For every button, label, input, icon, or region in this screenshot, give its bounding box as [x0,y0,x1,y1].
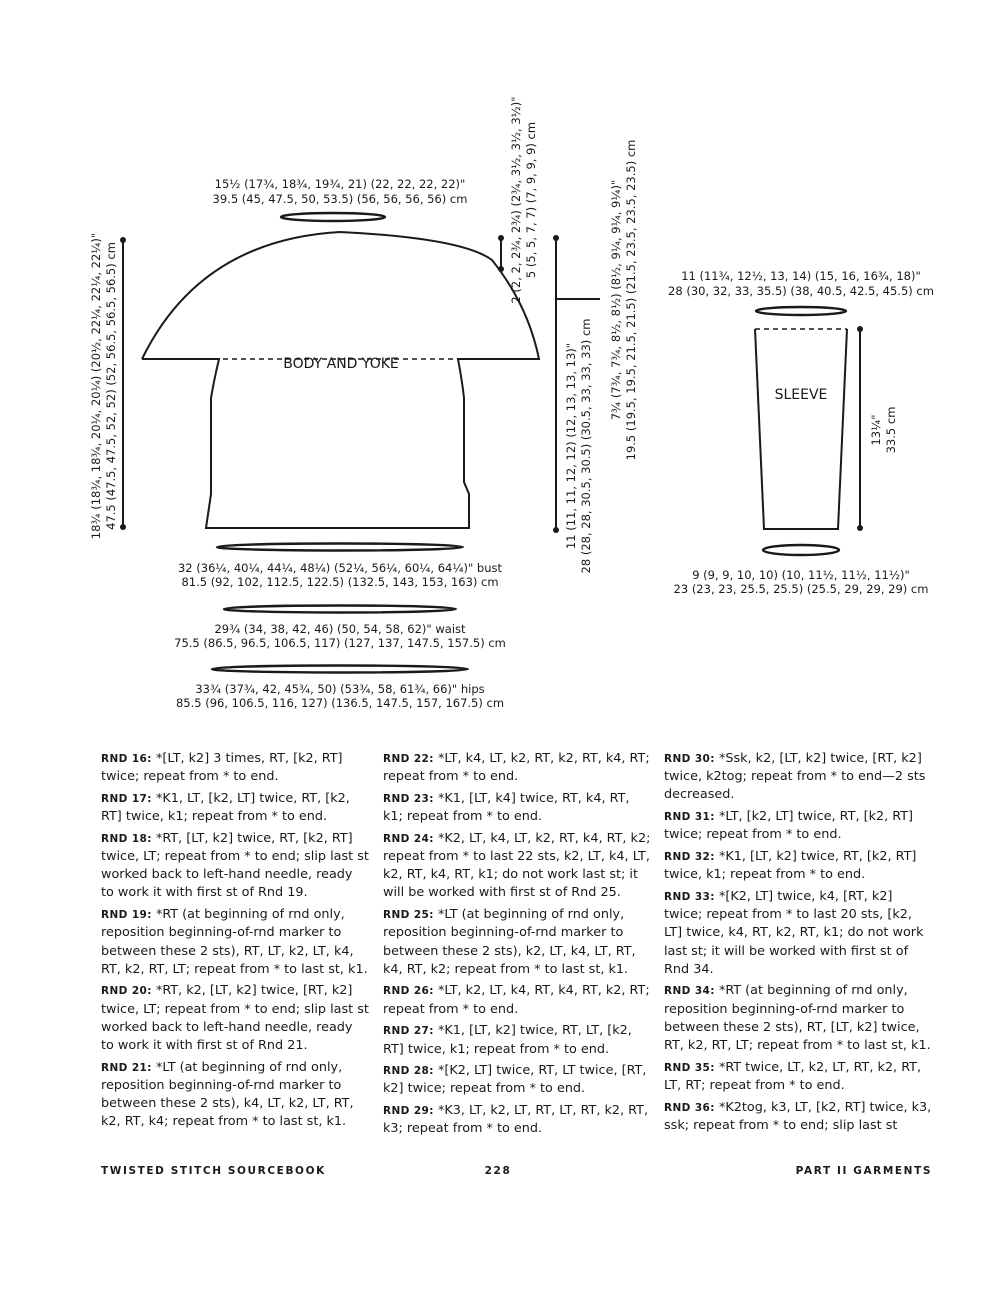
body-label: BODY AND YOKE [283,356,399,372]
sleeve-length-line1: 13¼" [869,414,883,446]
neck-drop-line1: 2 (2, 2, 2¾, 2¾) (2¾, 3½, 3½, 3½)" [509,96,523,304]
bust-line1: 32 (36¼, 40¼, 44¼, 48¼) (52¼, 56¼, 60¼, 64¼)" bust [177,561,503,575]
rnd-23: RND 23: *K1, [LT, k4] twice, RT, k4, RT, k1; repeat from * to end. [383,790,630,825]
rnd-26: RND 26: *LT, k2, LT, k4, RT, k4, RT, k2, RT; repeat from * to end. [383,983,650,1017]
rnd-31: RND 31: *LT, [k2, LT] twice, RT, [k2, RT] twice; repeat from * to end. [664,809,914,843]
rnd-18: RND 18: *RT, [LT, k2] twice, RT, [k2, RT] twice, LT; repeat from * to end; slip last st worked back to left-hand needle, ready to work it with first st of Rnd 19. [101,830,369,901]
underarm-line1: 11 (11, 11, 12, 12) (12, 13, 13, 13)" [564,342,578,550]
cuff-ring [763,545,839,555]
yoke-depth-line1: 7¾ (7¾, 7¾, 8½, 8½) (8½, 9¼, 9¼, 9¼)" [609,179,623,421]
rnd-29: RND 29: *K3, LT, k2, LT, RT, LT, RT, k2, RT, k3; repeat from * to end. [383,1103,649,1137]
rnd-19: RND 19: *RT (at beginning of rnd only, reposition beginning-of-rnd marker to between these 2 sts), RT, LT, k2, LT, k4, RT, k2, RT, LT; repeat from * to last st, k1. [101,907,368,977]
neck-ring [281,213,385,221]
sleeve-label: SLEEVE [774,387,828,403]
instructions-column-2 [383,750,651,1142]
underarm-line2: 28 (28, 28, 30.5, 30.5) (30.5, 33, 33, 33) cm [579,318,593,574]
neck-width-line1: 15½ (17¾, 18¾, 19¾, 21) (22, 22, 22, 22)" [214,177,466,191]
hips-line1: 33¾ (37¾, 42, 45¾, 50) (53¾, 58, 61¾, 66)" hips [195,682,485,696]
rnd-36: RND 36: *K2tog, k3, LT, [k2, RT] twice, k3, ssk; repeat from * to end; slip last st [664,1099,932,1133]
rnd-33: RND 33: *[K2, LT] twice, k4, [RT, k2] twice; repeat from * to last 20 sts, [k2, LT] twice, k4, RT, k2, RT, k1; do not work last st; it will be worked with first st of Rnd 34. [664,888,924,977]
body-length-line1: 18¾ (18¾, 18¾, 20¼, 20¼) (20½, 22¼, 22¼, 22¼)" [89,232,103,540]
hips-line2: 85.5 (96, 106.5, 116, 127) (136.5, 147.5, 157, 167.5) cm [175,696,505,710]
upper-arm-ring [756,307,846,315]
body-length-line2: 47.5 (47.5, 47.5, 52, 52) (52, 56.5, 56.5, 56.5) cm [104,242,118,530]
hips-ring [212,666,468,673]
rnd-28: RND 28: *[K2, LT] twice, RT, LT twice, [RT, k2] twice; repeat from * to end. [383,1063,647,1097]
rnd-21: RND 21: *LT (at beginning of rnd only, reposition beginning-of-rnd marker to between these 2 sts), k4, LT, k2, LT, RT, k2, RT, k4; repeat from * to last st, k1. [101,1059,354,1130]
neck-drop-line2: 5 (5, 5, 7, 7) (7, 9, 9, 9) cm [524,121,538,279]
rnd-17: RND 17: *K1, LT, [k2, LT] twice, RT, [k2, RT] twice, k1; repeat from * to end. [101,790,350,825]
cuff-line1: 9 (9, 9, 10, 10) (10, 11½, 11½, 11½)" [692,568,910,582]
instructions-column-3 [664,750,932,1139]
waist-ring [224,606,456,613]
yoke-depth-line2: 19.5 (19.5, 19.5, 21.5, 21.5) (21.5, 23.5, 23.5, 23.5) cm [624,139,638,461]
upper-arm-line2: 28 (30, 32, 33, 35.5) (38, 40.5, 42.5, 45.5) cm [668,284,934,298]
sleeve-length-line2: 33.5 cm [884,406,898,454]
footer-book-title: TWISTED STITCH SOURCEBOOK [101,1165,326,1177]
waist-line1: 29¾ (34, 38, 42, 46) (50, 54, 58, 62)" waist [214,622,466,636]
body-outline [142,232,539,528]
page-number: 228 [484,1165,512,1177]
rnd-34: RND 34: *RT (at beginning of rnd only, reposition beginning-of-rnd marker to between these 2 sts), RT, [LT, k2] twice, RT, k2, RT, LT; repeat from * to last st, k1. [664,983,931,1054]
rnd-27: RND 27: *K1, [LT, k2] twice, RT, LT, [k2, RT] twice, k1; repeat from * to end. [383,1023,632,1057]
neck-width-line2: 39.5 (45, 47.5, 50, 53.5) (56, 56, 56, 56) cm [212,192,468,206]
rnd-20: RND 20: *RT, k2, [LT, k2] twice, [RT, k2] twice, LT; repeat from * to end; slip last st worked back to left-hand needle, ready to work it with first st of Rnd 21. [101,983,369,1054]
bust-ring [217,544,463,551]
footer-section: PART II GARMENTS [795,1165,932,1177]
rnd-24: RND 24: *K2, LT, k4, LT, k2, RT, k4, RT, k2; repeat from * to last 22 sts, k2, LT, k4, LT, k2, RT, k4, RT, k1; do not work last st; it will be worked with first st of Rnd 25. [383,830,651,901]
rnd-16: RND 16: *[LT, k2] 3 times, RT, [k2, RT] twice; repeat from * to end. [101,751,343,785]
upper-arm-line1: 11 (11¾, 12½, 13, 14) (15, 16, 16¾, 18)" [681,269,921,283]
bust-line2: 81.5 (92, 102, 112.5, 122.5) (132.5, 143, 153, 163) cm [181,575,499,589]
cuff-line2: 23 (23, 23, 25.5, 25.5) (25.5, 29, 29, 29) cm [673,582,929,596]
sleeve-outline [755,329,847,529]
waist-line2: 75.5 (86.5, 96.5, 106.5, 117) (127, 137, 147.5, 157.5) cm [174,636,506,650]
rnd-32: RND 32: *K1, [LT, k2] twice, RT, [k2, RT] twice, k1; repeat from * to end. [664,849,917,883]
rnd-25: RND 25: *LT (at beginning of rnd only, reposition beginning-of-rnd marker to between these 2 sts), k2, LT, k4, LT, RT, k4, RT, k2; repeat from * to last st, k1. [383,907,636,977]
rnd-22: RND 22: *LT, k4, LT, k2, RT, k2, RT, k4, RT; repeat from * to end. [383,751,650,785]
instructions-column-1 [101,750,369,1135]
rnd-35: RND 35: *RT twice, LT, k2, LT, RT, k2, RT, LT, RT; repeat from * to end. [664,1059,922,1093]
rnd-30: RND 30: *Ssk, k2, [LT, k2] twice, [RT, k2] twice, k2tog; repeat from * to end—2 sts decreased. [664,751,926,803]
